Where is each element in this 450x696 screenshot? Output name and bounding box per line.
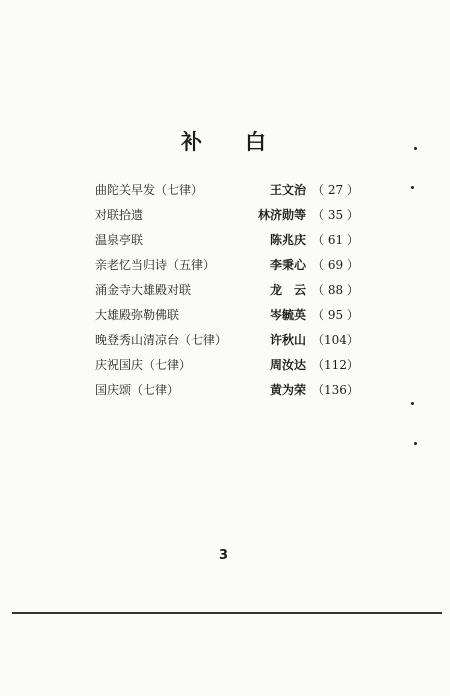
toc-entry [0,330,450,350]
toc-entry [0,205,450,225]
entry-title: 大雄殿弥勒佛联 [95,308,180,322]
scan-speck [411,186,414,189]
page-number: 3 [219,548,229,563]
heading-char-2: 白 [245,129,266,154]
heading-char-1: 补 [181,129,202,154]
toc-entry [0,255,450,275]
entry-page: （ 88 ） [312,283,359,297]
entry-author: 黄为荣 [269,383,306,397]
entry-title: 涌金寺大雄殿对联 [95,283,192,297]
entry-author: 许秋山 [269,333,306,347]
entry-page: （ 35 ） [312,208,359,222]
entry-page: （ 61 ） [312,233,359,247]
toc-entry [0,355,450,375]
entry-author: 周汝达 [269,358,306,372]
entry-author: 岑毓英 [269,308,306,322]
entry-page: （ 27 ） [312,183,359,197]
entry-author: 林济勋等 [257,208,306,222]
entry-author: 李秉心 [269,258,306,272]
scan-speck [414,147,417,150]
entry-author: 龙 云 [269,283,306,297]
entry-title: 国庆颂（七律） [95,383,180,397]
entry-page: （ 95 ） [312,308,359,322]
scan-speck [414,442,417,445]
entry-page: （104） [312,333,359,347]
toc-entry [0,305,450,325]
entry-title: 庆祝国庆（七律） [95,358,192,372]
entry-title: 亲老忆当归诗（五律） [95,258,216,272]
entry-title: 曲陀关早发（七律） [95,183,204,197]
entry-title: 对联拾遗 [95,208,144,222]
toc-entry [0,380,450,400]
entry-title: 温泉亭联 [95,233,144,247]
scan-speck [411,402,414,405]
entry-page: （136） [312,383,359,397]
entry-title: 晚登秀山清凉台（七律） [95,333,228,347]
entry-page: （112） [312,358,359,372]
toc-entry [0,280,450,300]
bottom-rule [12,612,442,614]
toc-entry [0,180,450,200]
entry-page: （ 69 ） [312,258,359,272]
toc-entry [0,230,450,250]
entry-author: 王文治 [269,183,306,197]
entry-author: 陈兆庆 [269,233,306,247]
